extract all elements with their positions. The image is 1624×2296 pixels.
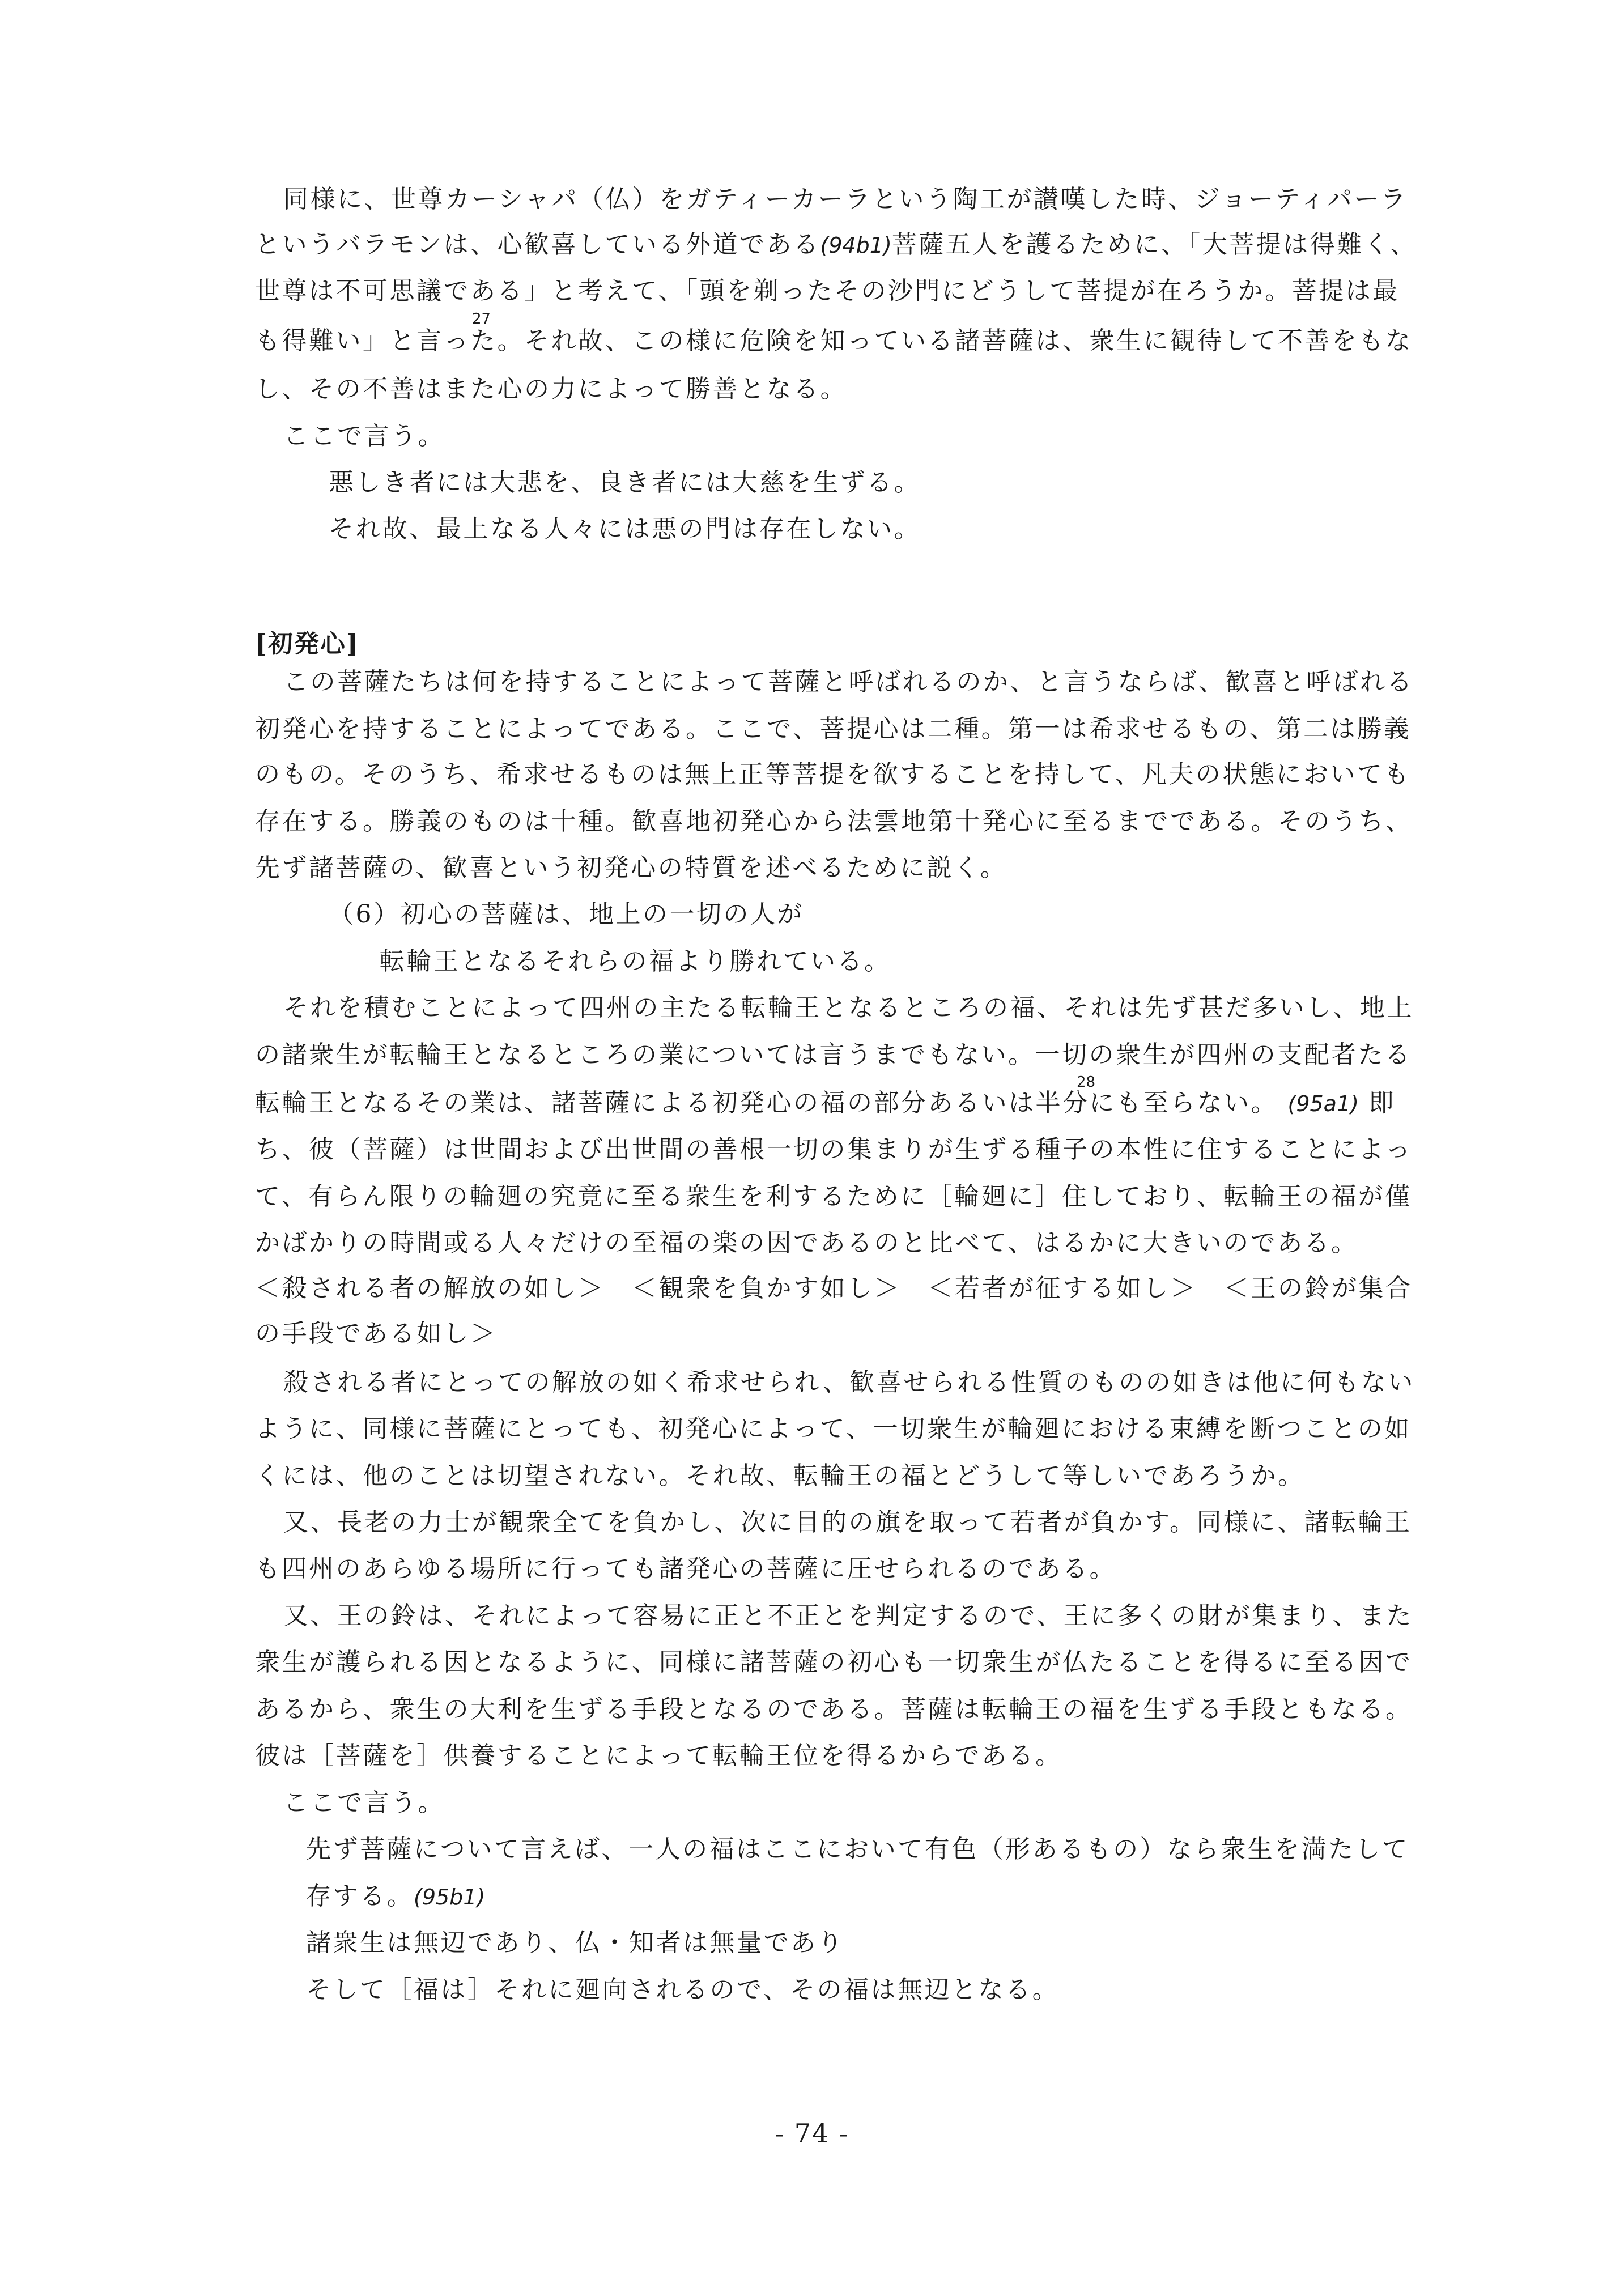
paragraph-line: 転輪王となるその業は、諸菩薩による初発心の福の部分あるいは半分にも至らない。 (95a1) 即: [255, 1089, 1396, 1117]
paragraph-line: 衆生が護られる因となるように、同様に諸菩薩の初心も一切衆生が仏たることを得るに至る因で: [255, 1648, 1413, 1677]
verse-line: それ故、最上なる人々には悪の門は存在しない。: [329, 515, 921, 543]
paragraph-line: も四州のあらゆる場所に行っても諸発心の菩薩に圧せられるのである。: [255, 1554, 1116, 1583]
paragraph-line: というバラモンは、心歓喜している外道である(94b1)菩薩五人を護るために、「大菩提は得難く、: [255, 230, 1417, 259]
paragraph-line: 又、王の鈴は、それによって容易に正と不正とを判定するので、王に多くの財が集まり、また: [283, 1601, 1414, 1630]
paragraph-line: の諸衆生が転輪王となるところの業については言うまでもない。一切の衆生が四州の支配者たる: [255, 1040, 1412, 1069]
paragraph-line: 世尊は不可思議である」と考えて、「頭を剃ったその沙門にどうして菩提が在ろうか。菩提は最: [255, 277, 1400, 305]
reference-mark: (94b1): [820, 233, 892, 258]
paragraph-line: 彼は［菩薩を］供養することによって転輪王位を得るからである。: [255, 1741, 1062, 1770]
footnote-marker: 27: [472, 311, 491, 328]
example-line: の手段である如し＞: [255, 1319, 498, 1348]
paragraph-line: 殺される者にとっての解放の如く希求せられ、歓喜せられる性質のものの如きは他に何もない: [283, 1368, 1415, 1397]
verse-line: 諸衆生は無辺であり、仏・知者は無量であり: [306, 1928, 844, 1957]
paragraph-line: 初発心を持することによってである。ここで、菩提心は二種。第一は希求せるもの、第二は勝義: [255, 715, 1411, 743]
paragraph-line: この菩薩たちは何を持することによって菩薩と呼ばれるのか、と言うならば、歓喜と呼ばれる: [283, 667, 1414, 696]
verse-intro: ここで言う。: [283, 422, 445, 450]
paragraph-line: て、有らん限りの輪廻の究竟に至る衆生を利するために［輪廻に］住しており、転輪王の福が僅: [255, 1182, 1412, 1211]
paragraph-line: くには、他のことは切望されない。それ故、転輪王の福とどうして等しいであろうか。: [255, 1461, 1305, 1490]
paragraph-line: ち、彼（菩薩）は世間および出世間の善根一切の集まりが生ずる種子の本性に住することによっ: [255, 1135, 1413, 1164]
paragraph-line: も得難い」と言った。それ故、この様に危険を知っている諸菩薩は、衆生に観待して不善をもな: [255, 326, 1413, 355]
section-heading: [初発心]: [255, 630, 359, 658]
verse-line: 悪しき者には大悲を、良き者には大慈を生ずる。: [329, 468, 921, 497]
paragraph-line: かばかりの時間或る人々だけの至福の楽の因であるのと比べて、はるかに大きいのである。: [255, 1228, 1358, 1257]
verse-line: 存する。(95b1): [306, 1882, 486, 1911]
paragraph-line: ように、同様に菩薩にとっても、初発心によって、一切衆生が輪廻における束縛を断つことの如: [255, 1414, 1412, 1443]
verse-line: そして［福は］それに廻向されるので、その福は無辺となる。: [306, 1975, 1060, 2004]
example-line: ＜殺される者の解放の如し＞ ＜観衆を負かす如し＞ ＜若者が征する如し＞ ＜王の鈴が集合: [255, 1274, 1413, 1303]
paragraph-line: し、その不善はまた心の力によって勝善となる。: [255, 375, 847, 403]
verse-intro: ここで言う。: [283, 1788, 445, 1817]
paragraph-line: 存在する。勝義のものは十種。歓喜地初発心から法雲地第十発心に至るまでである。そのうち、: [255, 807, 1413, 836]
verse-line: 先ず菩薩について言えば、一人の福はここにおいて有色（形あるもの）なら衆生を満たして: [306, 1835, 1409, 1864]
paragraph-line: あるから、衆生の大利を生ずる手段となるのである。菩薩は転輪王の福を生ずる手段ともなる。: [255, 1695, 1413, 1724]
footnote-marker: 28: [1077, 1074, 1096, 1091]
reference-mark: (95a1): [1287, 1091, 1359, 1116]
paragraph-line: 又、長老の力士が観衆全てを負かし、次に目的の旗を取って若者が負かす。同様に、諸転輪王: [283, 1508, 1412, 1537]
verse-line: 転輪王となるそれらの福より勝れている。: [380, 947, 891, 976]
paragraph-line: 先ず諸菩薩の、歓喜という初発心の特質を述べるために説く。: [255, 853, 1007, 882]
reference-mark: (95b1): [414, 1885, 486, 1910]
page-number: - 74 -: [775, 2118, 849, 2149]
paragraph-line: 同様に、世尊カーシャパ（仏）をガティーカーラという陶工が讃嘆した時、ジョーティパーラ: [283, 185, 1408, 214]
paragraph-line: それを積むことによって四州の主たる転輪王となるところの福、それは先ず甚だ多いし、地上: [283, 993, 1414, 1022]
paragraph-line: のもの。そのうち、希求せるものは無上正等菩提を欲することを持して、凡夫の状態においても: [255, 760, 1411, 789]
verse-line: （6）初心の菩薩は、地上の一切の人が: [329, 900, 804, 929]
